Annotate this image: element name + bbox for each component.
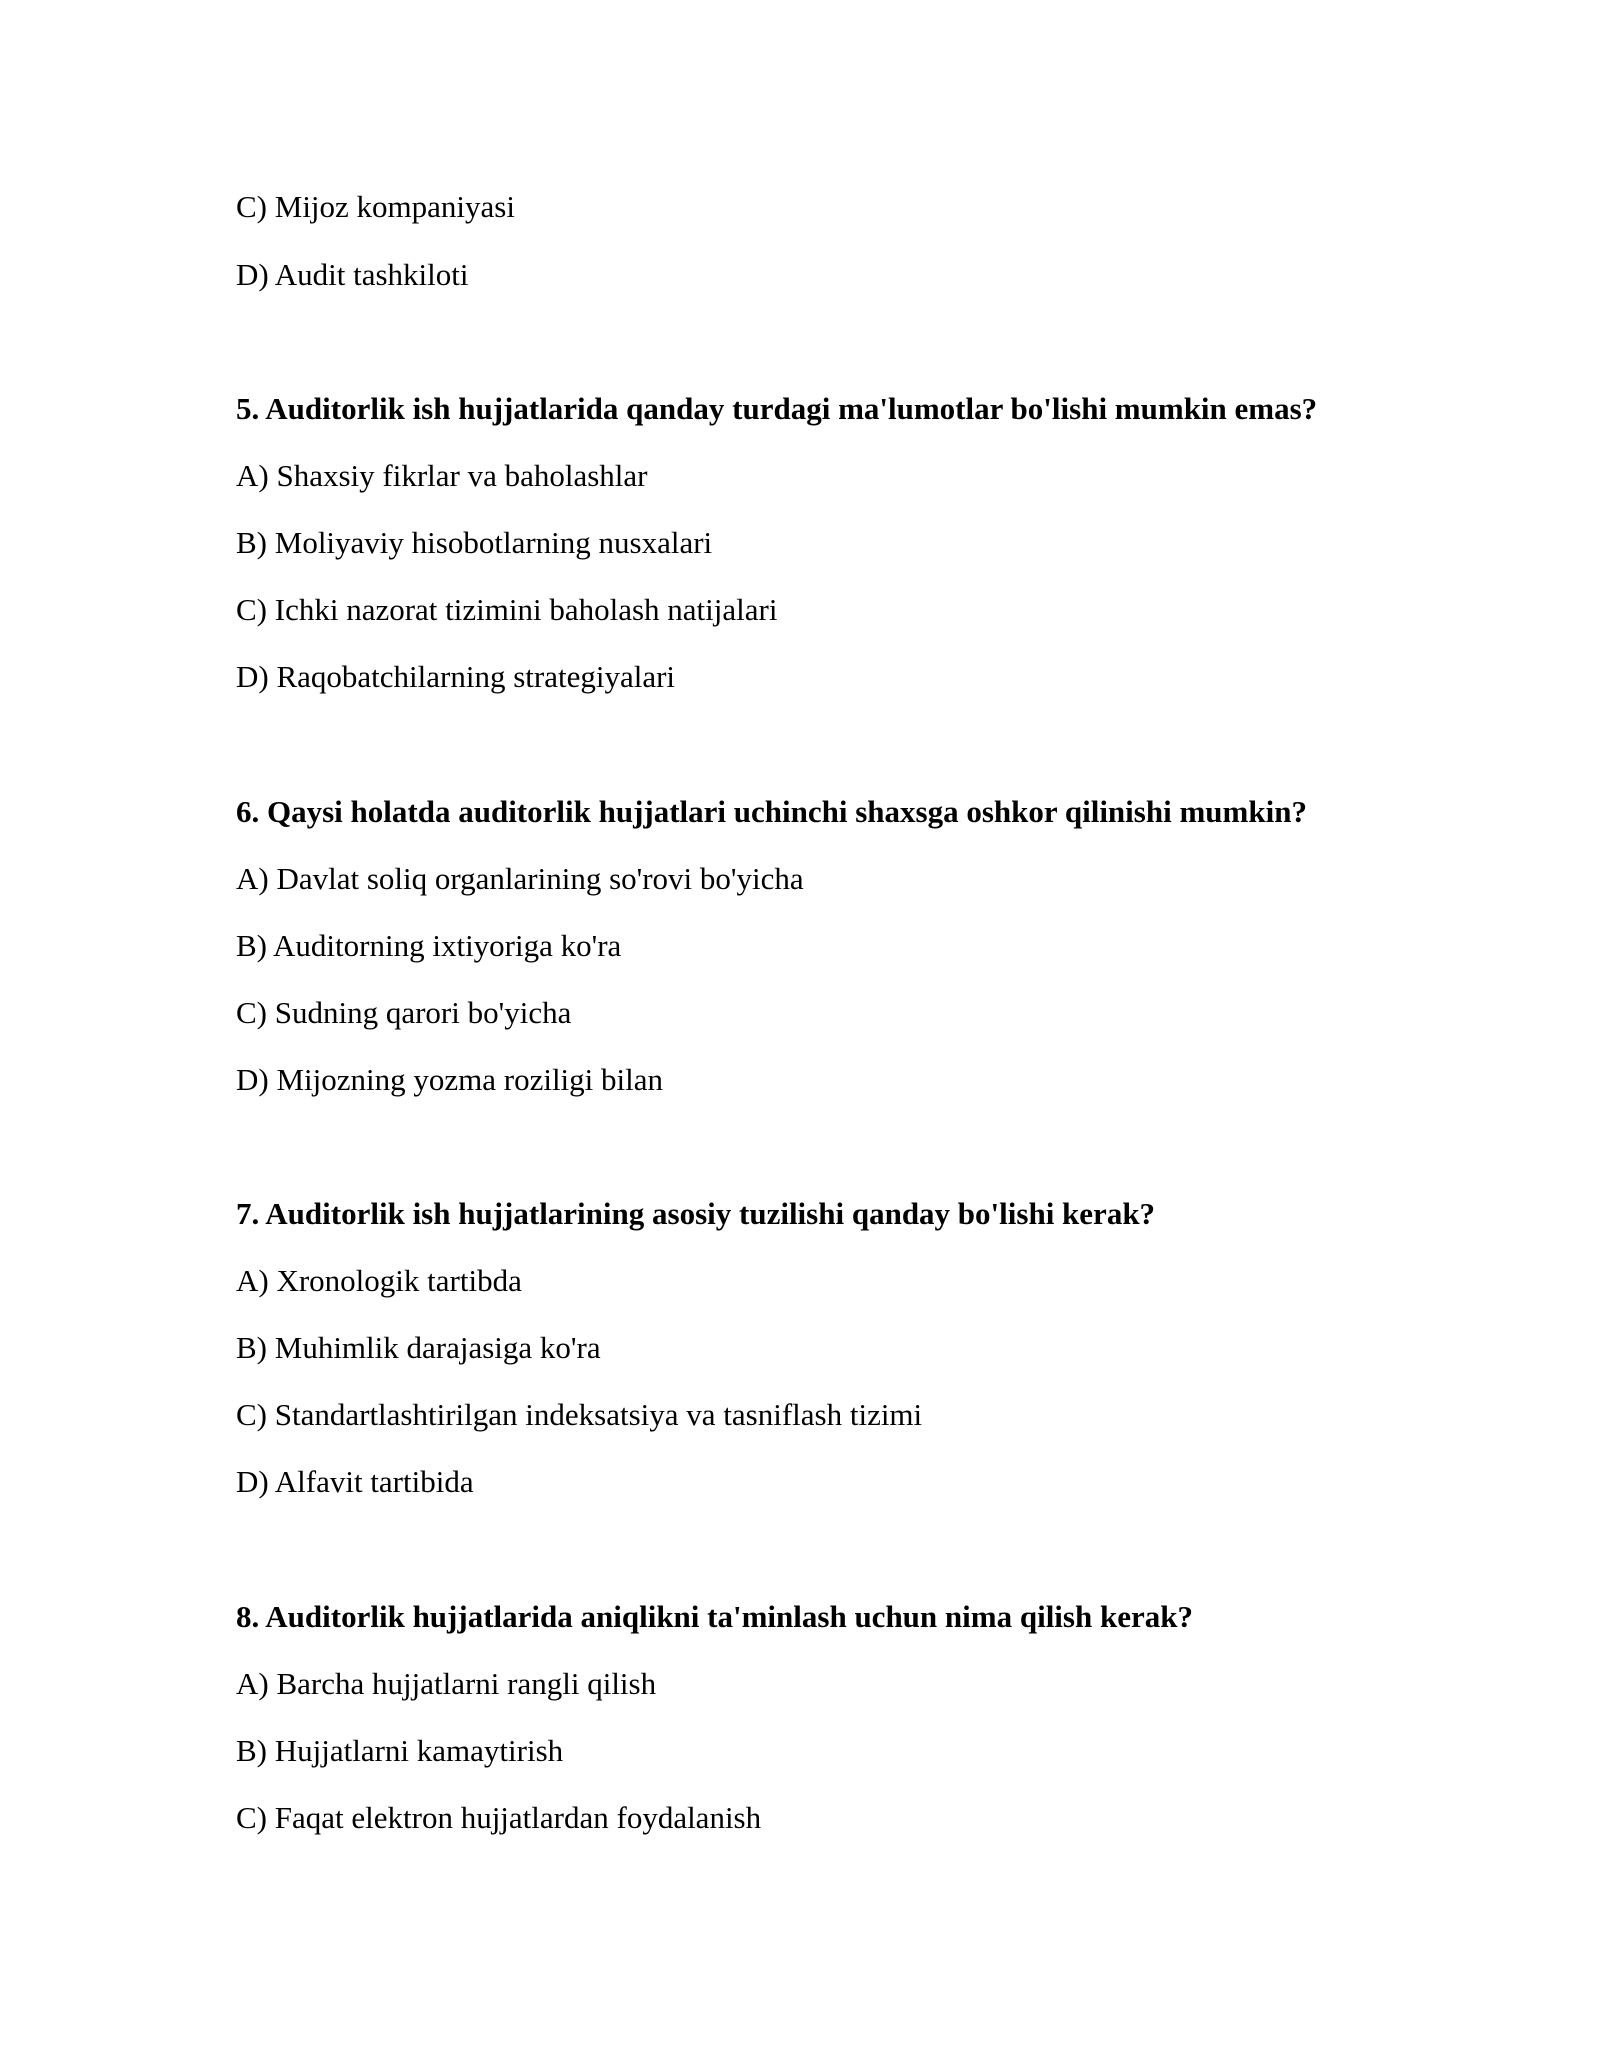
option-text: D) Raqobatchilarning strategiyalari [236, 659, 676, 694]
option-text: B) Moliyaviy hisobotlarning nusxalari [236, 525, 713, 560]
option-text: A) Shaxsiy fikrlar va baholashlar [236, 458, 648, 493]
option-text: C) Ichki nazorat tizimini baholash natijalari [236, 592, 778, 627]
option-text: B) Hujjatlarni kamaytirish [236, 1733, 564, 1768]
option-text: C) Mijoz kompaniyasi [236, 189, 515, 224]
option-text: D) Audit tashkiloti [236, 257, 469, 292]
option-text: D) Alfavit tartibida [236, 1464, 474, 1499]
question-text: 5. Auditorlik ish hujjatlarida qanday turdagi ma'lumotlar bo'lishi mumkin emas? [236, 391, 1318, 426]
question-text: 6. Qaysi holatda auditorlik hujjatlari uchinchi shaxsga oshkor qilinishi mumkin? [236, 794, 1307, 829]
option-text: C) Sudning qarori bo'yicha [236, 995, 572, 1030]
option-text: A) Davlat soliq organlarining so'rovi bo'yicha [236, 861, 804, 896]
question-text: 8. Auditorlik hujjatlarida aniqlikni ta'minlash uchun nima qilish kerak? [236, 1599, 1193, 1634]
option-text: B) Auditorning ixtiyoriga ko'ra [236, 928, 622, 963]
option-text: C) Standartlashtirilgan indeksatsiya va tasniflash tizimi [236, 1397, 923, 1432]
question-text: 7. Auditorlik ish hujjatlarining asosiy tuzilishi qanday bo'lishi kerak? [236, 1196, 1156, 1231]
option-text: A) Xronologik tartibda [236, 1263, 522, 1298]
option-text: A) Barcha hujjatlarni rangli qilish [236, 1666, 657, 1701]
option-text: D) Mijozning yozma roziligi bilan [236, 1062, 664, 1097]
option-text: B) Muhimlik darajasiga ko'ra [236, 1330, 601, 1365]
option-text: C) Faqat elektron hujjatlardan foydalanish [236, 1800, 762, 1835]
